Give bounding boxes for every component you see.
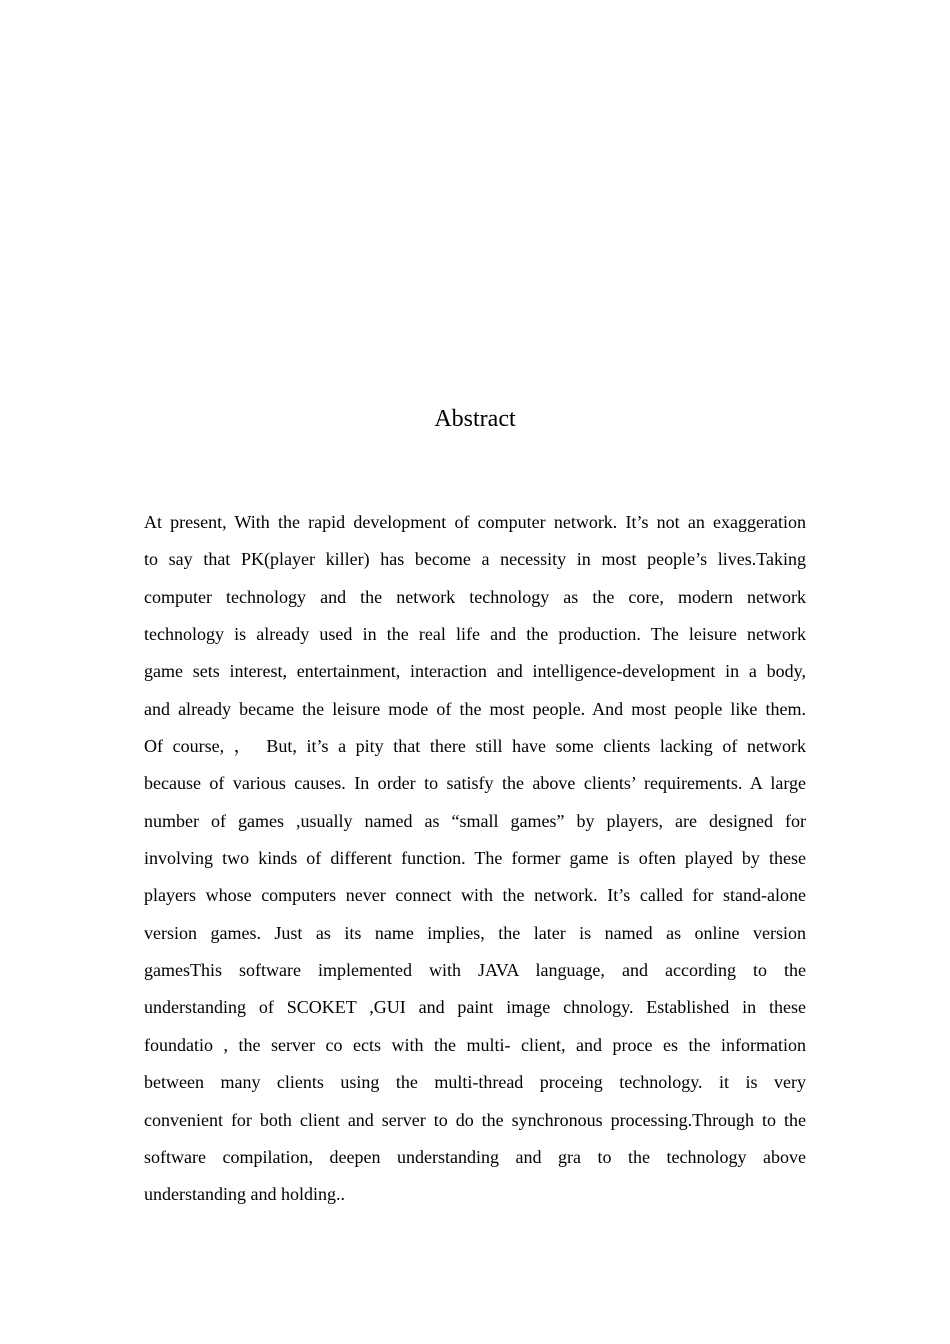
abstract-line: software compilation, deepen understanding and gra to the technology above [144, 1146, 806, 1167]
abstract-line: between many clients using the multi-thread proceing technology. it is very [144, 1072, 806, 1093]
abstract-line: and already became the leisure mode of the most people. And most people like them. [144, 698, 806, 719]
abstract-line: version games. Just as its name implies, the later is named as online version [144, 922, 806, 943]
abstract-line: game sets interest, entertainment, interaction and intelligence-development in a body, [144, 661, 806, 682]
abstract-title: Abstract [434, 406, 516, 432]
abstract-line: computer technology and the network technology as the core, modern network [144, 586, 806, 607]
abstract-line: technology is already used in the real life and the production. The leisure network [144, 624, 806, 645]
abstract-line: because of various causes. In order to satisfy the above clients’ requirements. A large [144, 773, 806, 794]
abstract-line: At present, With the rapid development of computer network. It’s not an exaggeration [144, 512, 806, 532]
abstract-line: understanding and holding.. [144, 1184, 345, 1205]
abstract-line: involving two kinds of different function. The former game is often played by these [144, 848, 806, 869]
abstract-line: convenient for both client and server to do the synchronous processing.Through to the [144, 1109, 806, 1130]
abstract-line: players whose computers never connect with the network. It’s called for stand-alone [144, 885, 806, 906]
abstract-line: to say that PK(player killer) has become a necessity in most people’s lives.Taking [144, 549, 806, 570]
abstract-line: understanding of SCOKET ,GUI and paint image chnology. Established in these [144, 997, 806, 1018]
abstract-line: gamesThis software implemented with JAVA language, and according to the [144, 960, 806, 981]
abstract-line: foundatio , the server co ects with the multi- client, and proce es the information [144, 1034, 806, 1055]
abstract-line: number of games ,usually named as “small games” by players, are designed for [144, 810, 806, 831]
abstract-body [144, 504, 806, 1214]
abstract-line: Of course, ， But, it’s a pity that there still have some clients lacking of network [144, 736, 806, 757]
